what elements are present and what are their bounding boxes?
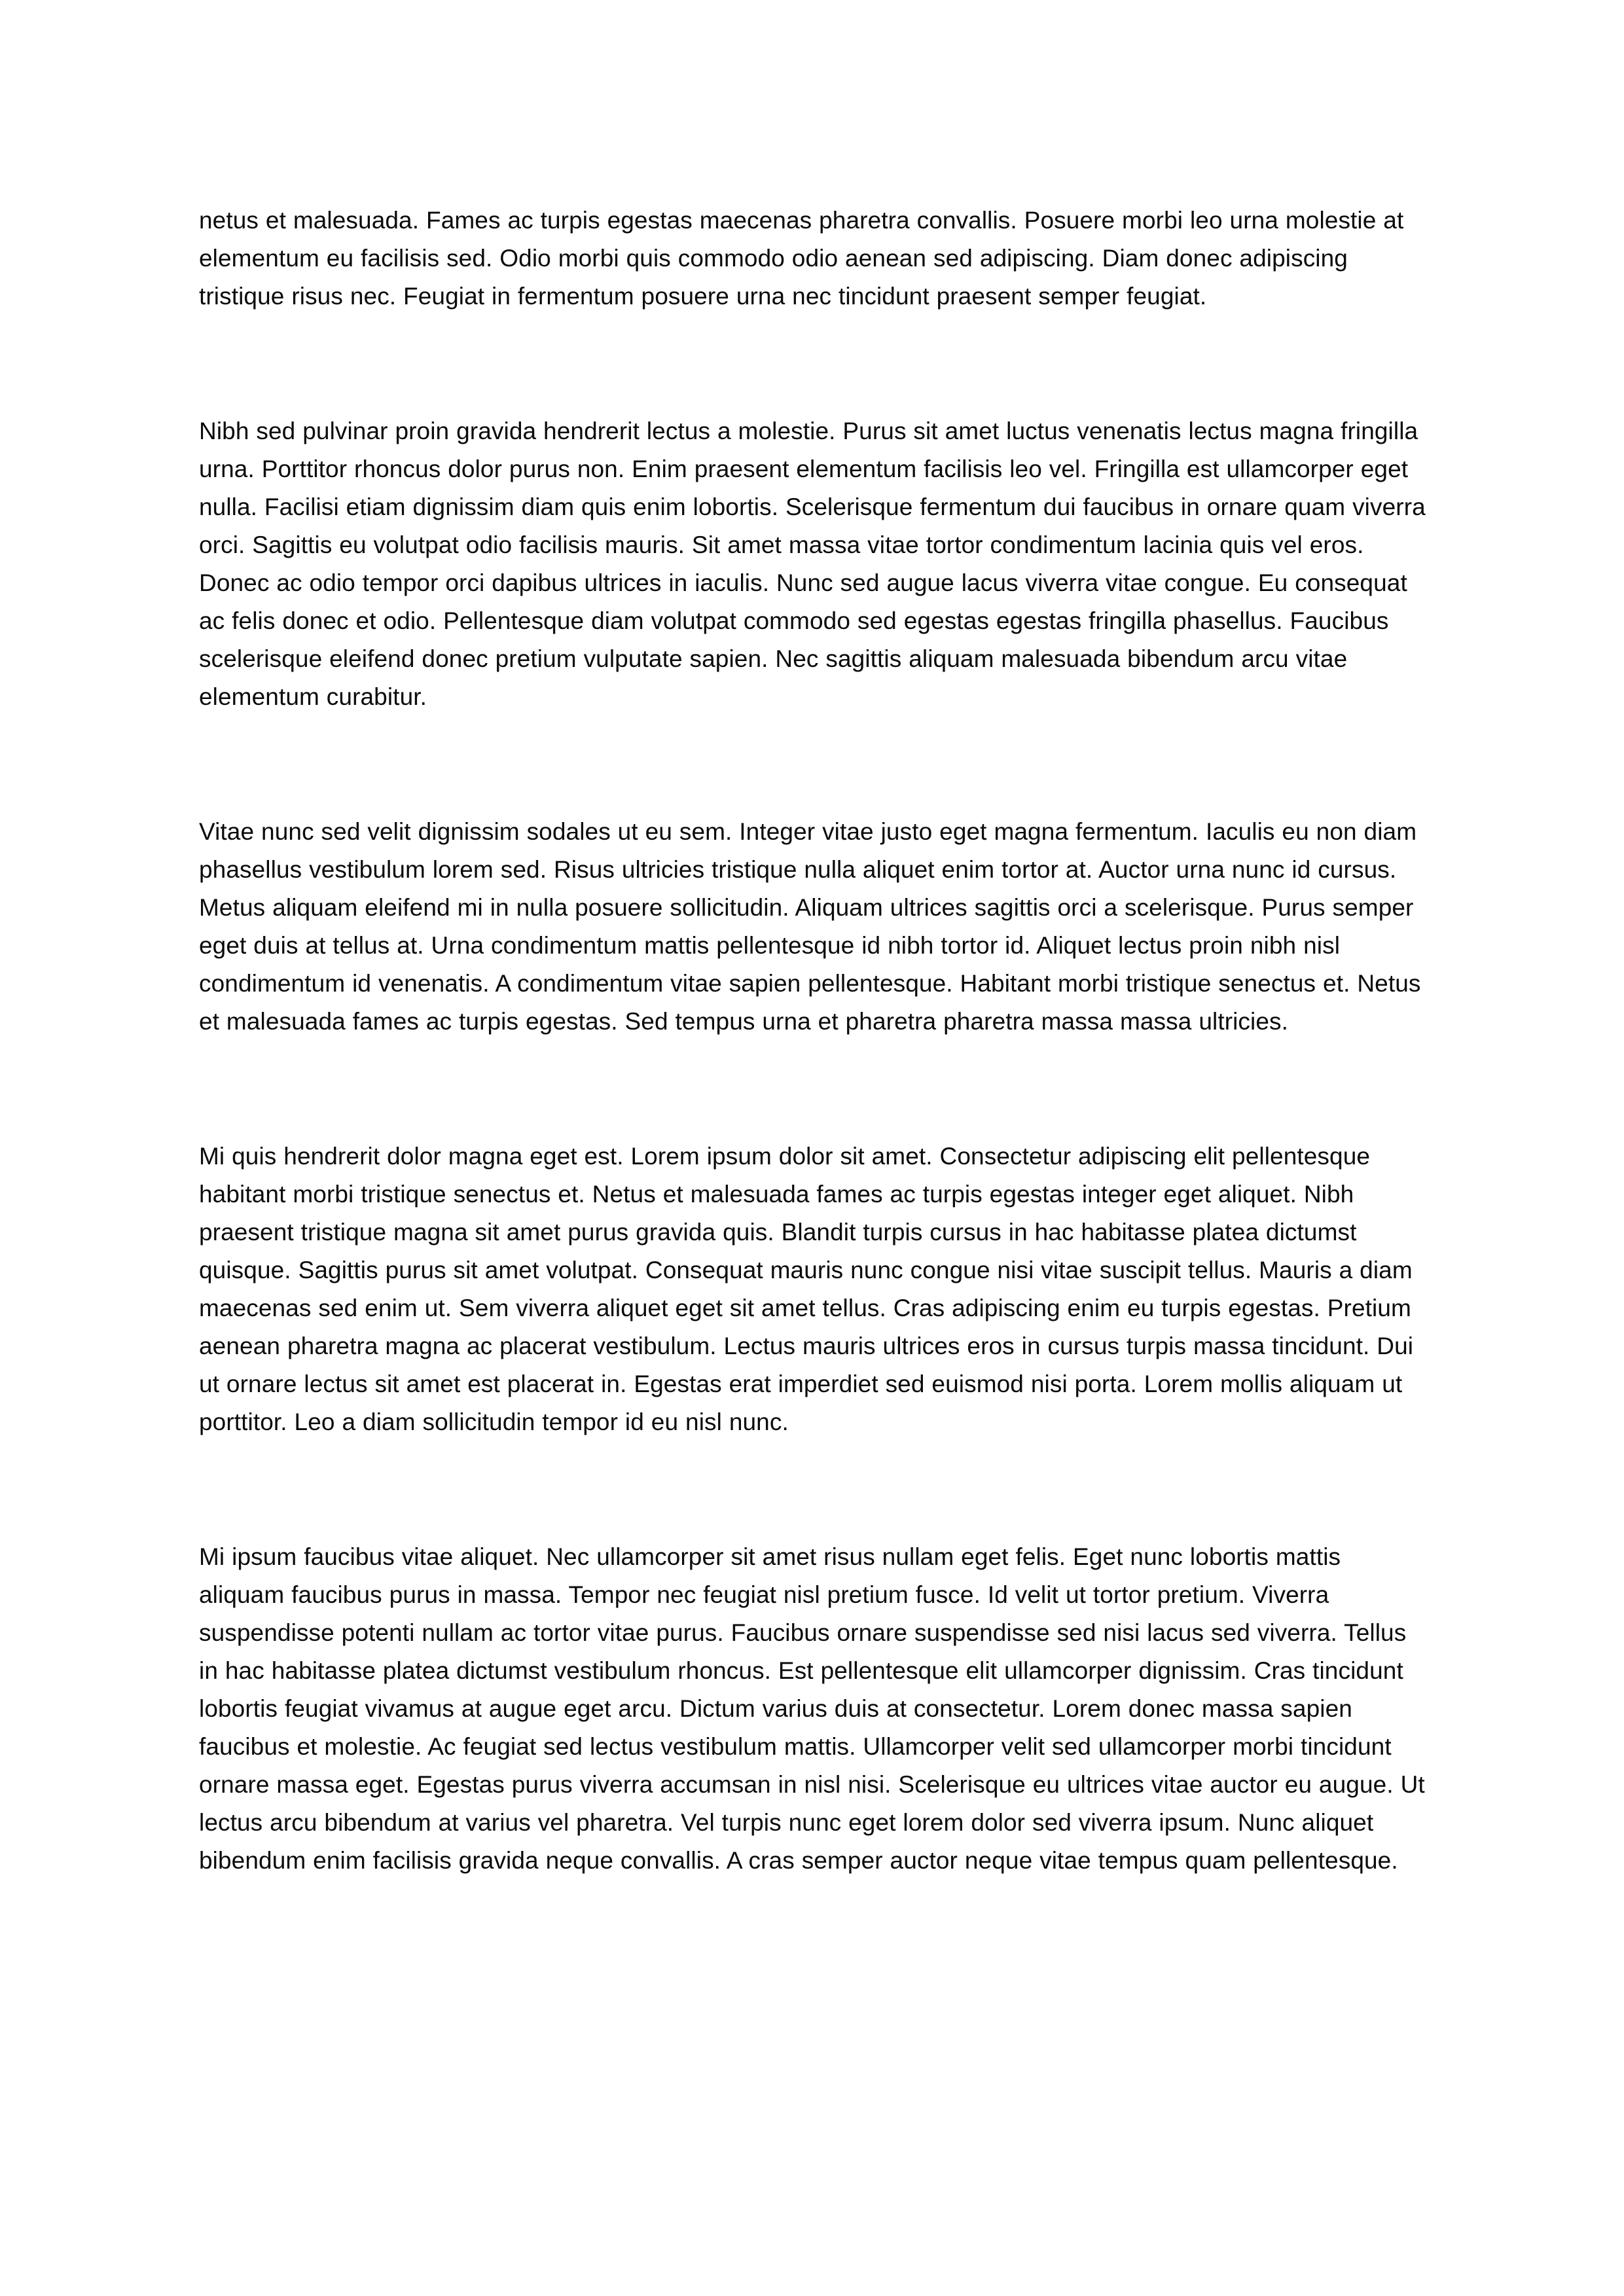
paragraph-5: Mi ipsum faucibus vitae aliquet. Nec ullamcorper sit amet risus nullam eget felis. Eget nunc lobortis mattis aliquam faucibus purus in massa. Tempor nec feugiat nisl pretium fusce. Id velit ut tortor pretium. Viverra suspendisse potenti nullam ac tortor vitae purus. Faucibus ornare suspendisse sed nisi lacus sed viverra. Tellus in hac habitasse platea dictumst vestibulum rhoncus. Est pellentesque elit ullamcorper dignissim. Cras tincidunt lobortis feugiat vivamus at augue eget arcu. Dictum varius duis at consectetur. Lorem donec massa sapien faucibus et molestie. Ac feugiat sed lectus vestibulum mattis. Ullamcorper velit sed ullamcorper morbi tincidunt ornare massa eget. Egestas purus viverra accumsan in nisl nisi. Scelerisque eu ultrices vitae auctor eu augue. Ut lectus arcu bibendum at varius vel pharetra. Vel turpis nunc eget lorem dolor sed viverra ipsum. Nunc aliquet bibendum enim facilisis gravida neque convallis. A cras semper auctor neque vitae tempus quam pellentesque. xyxy=(199,1543,1425,1874)
paragraph-1: netus et malesuada. Fames ac turpis egestas maecenas pharetra convallis. Posuere morbi leo urna molestie at elementum eu facilisis sed. Odio morbi quis commodo odio aenean sed adipiscing. Diam donec adipiscing tristique risus nec. Feugiat in fermentum posuere urna nec tincidunt praesent semper feugiat. xyxy=(199,207,1404,310)
paragraph-3: Vitae nunc sed velit dignissim sodales ut eu sem. Integer vitae justo eget magna fermentum. Iaculis eu non diam phasellus vestibulum lorem sed. Risus ultricies tristique nulla aliquet enim tortor at. Auctor urna nunc id cursus. Metus aliquam eleifend mi in nulla posuere sollicitudin. Aliquam ultrices sagittis orci a scelerisque. Purus semper eget duis at tellus at. Urna condimentum mattis pellentesque id nibh tortor id. Aliquet lectus proin nibh nisl condimentum id venenatis. A condimentum vitae sapien pellentesque. Habitant morbi tristique senectus et. Netus et malesuada fames ac turpis egestas. Sed tempus urna et pharetra pharetra massa massa ultricies. xyxy=(199,818,1421,1035)
paragraph-4: Mi quis hendrerit dolor magna eget est. Lorem ipsum dolor sit amet. Consectetur adipiscing elit pellentesque habitant morbi tristique senectus et. Netus et malesuada fames ac turpis egestas integer eget aliquet. Nibh praesent tristique magna sit amet purus gravida quis. Blandit turpis cursus in hac habitasse platea dictumst quisque. Sagittis purus sit amet volutpat. Consequat mauris nunc congue nisi vitae suscipit tellus. Mauris a diam maecenas sed enim ut. Sem viverra aliquet eget sit amet tellus. Cras adipiscing enim eu turpis egestas. Pretium aenean pharetra magna ac placerat vestibulum. Lectus mauris ultrices eros in cursus turpis massa tincidunt. Dui ut ornare lectus sit amet est placerat in. Egestas erat imperdiet sed euismod nisi porta. Lorem mollis aliquam ut porttitor. Leo a diam sollicitudin tempor id eu nisl nunc. xyxy=(199,1143,1414,1435)
paragraph-2: Nibh sed pulvinar proin gravida hendrerit lectus a molestie. Purus sit amet luctus venenatis lectus magna fringilla urna. Porttitor rhoncus dolor purus non. Enim praesent elementum facilisis leo vel. Fringilla est ullamcorper eget nulla. Facilisi etiam dignissim diam quis enim lobortis. Scelerisque fermentum dui faucibus in ornare quam viverra orci. Sagittis eu volutpat odio facilisis mauris. Sit amet massa vitae tortor condimentum lacinia quis vel eros. Donec ac odio tempor orci dapibus ultrices in iaculis. Nunc sed augue lacus viverra vitae congue. Eu consequat ac felis donec et odio. Pellentesque diam volutpat commodo sed egestas egestas fringilla phasellus. Faucibus scelerisque eleifend donec pretium vulputate sapien. Nec sagittis aliquam malesuada bibendum arcu vitae elementum curabitur. xyxy=(199,418,1426,710)
